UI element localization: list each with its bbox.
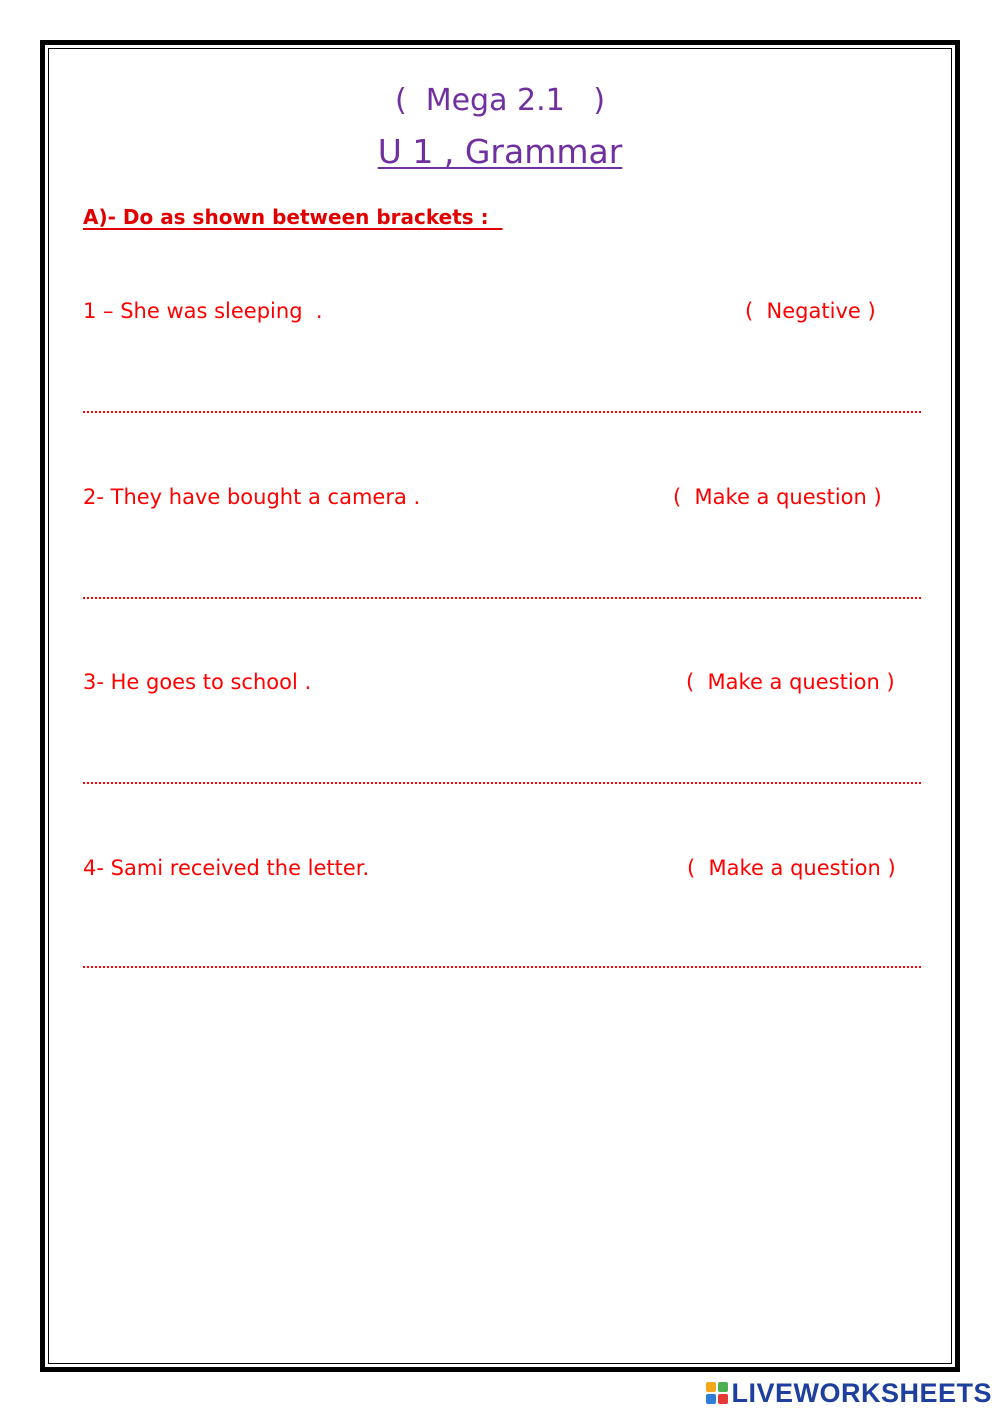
worksheet-inner-border [48, 48, 952, 1364]
brand-name: LIVEWORKSHEETS [731, 1377, 992, 1408]
worksheet-title: ( Mega 2.1 ) [394, 83, 606, 118]
question-1-text: 1 – She was sleeping . [83, 299, 323, 323]
question-2-instruction: ( Make a question ) [673, 485, 882, 509]
section-instruction: A)- Do as shown between brackets : [83, 205, 503, 229]
question-3-text: 3- He goes to school . [83, 670, 312, 694]
question-1-instruction: ( Negative ) [745, 299, 876, 323]
question-4-instruction: ( Make a question ) [687, 856, 896, 880]
question-1-answer-line[interactable] [83, 411, 921, 413]
liveworksheets-brand[interactable] [706, 1378, 992, 1408]
question-2-answer-line[interactable] [83, 597, 921, 599]
liveworksheets-logo-icon [706, 1382, 728, 1404]
question-2-text: 2- They have bought a camera . [83, 485, 421, 509]
worksheet-frame [40, 40, 960, 1372]
question-4-answer-line[interactable] [83, 966, 921, 968]
worksheet-subtitle: U 1 , Grammar [377, 132, 623, 171]
question-3-answer-line[interactable] [83, 782, 921, 784]
question-3-instruction: ( Make a question ) [686, 670, 895, 694]
question-4-text: 4- Sami received the letter. [83, 856, 370, 880]
